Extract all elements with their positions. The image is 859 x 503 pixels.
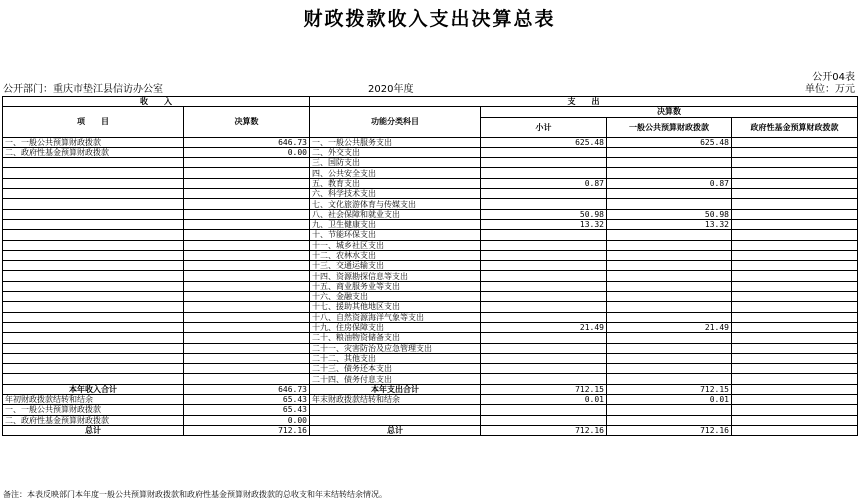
income-item (3, 374, 184, 384)
expense-category: 九、卫生健康支出 (310, 219, 481, 229)
gov-fund-header: 政府性基金预算财政拨款 (732, 117, 858, 137)
end-balance-general: 0.01 (607, 395, 732, 405)
form-number: 公开04表 (812, 72, 855, 83)
end-balance-fund (732, 395, 858, 405)
expense-category: 二十、粮油物资储备支出 (310, 333, 481, 343)
expense-category: 八、社会保障和就业支出 (310, 209, 481, 219)
expense-subtotal (481, 240, 607, 250)
table-row (3, 199, 858, 209)
income-amount (184, 261, 310, 271)
expense-category: 一、一般公共服务支出 (310, 137, 481, 147)
grand-income-value: 712.16 (184, 425, 310, 435)
expense-general: 0.87 (607, 178, 732, 188)
income-amount: 646.73 (184, 137, 310, 147)
expense-general: 625.48 (607, 137, 732, 147)
begin-fund-row (3, 415, 858, 425)
income-amount (184, 281, 310, 291)
expense-general (607, 261, 732, 271)
total-row (3, 384, 858, 394)
expense-category: 二十一、灾害防治及应急管理支出 (310, 343, 481, 353)
expense-subtotal (481, 312, 607, 322)
begin-general-row (3, 405, 858, 415)
table-row (3, 178, 858, 188)
expense-general (607, 343, 732, 353)
expense-fund (732, 322, 858, 332)
expense-fund (732, 312, 858, 322)
expense-fund (732, 189, 858, 199)
expense-category: 二十四、债务付息支出 (310, 374, 481, 384)
expense-total-label: 本年支出合计 (310, 384, 481, 394)
income-total-value: 646.73 (184, 384, 310, 394)
expense-category: 十五、商业服务业等支出 (310, 281, 481, 291)
table-row (3, 219, 858, 229)
table-row (3, 189, 858, 199)
income-amount (184, 158, 310, 168)
expense-general (607, 240, 732, 250)
expense-general (607, 292, 732, 302)
final-amount-header: 决算数 (184, 107, 310, 137)
income-item (3, 178, 184, 188)
expense-total-general: 712.15 (607, 384, 732, 394)
income-amount (184, 374, 310, 384)
grand-total-row (3, 425, 858, 435)
table-row (3, 240, 858, 250)
expense-general (607, 364, 732, 374)
expense-category: 十四、资源勘探信息等支出 (310, 271, 481, 281)
income-item (3, 158, 184, 168)
income-item (3, 219, 184, 229)
footnote: 备注：本表反映部门本年度一般公共预算财政拨款和政府性基金预算财政拨款的总收支和年末结转结余情况。 (3, 490, 387, 499)
expense-subtotal (481, 343, 607, 353)
income-item (3, 322, 184, 332)
expense-subtotal: 50.98 (481, 209, 607, 219)
income-item (3, 333, 184, 343)
expense-subtotal: 21.49 (481, 322, 607, 332)
expense-fund (732, 137, 858, 147)
income-item (3, 209, 184, 219)
budget-table (2, 96, 858, 436)
income-amount (184, 292, 310, 302)
expense-category: 十三、交通运输支出 (310, 261, 481, 271)
expense-fund (732, 168, 858, 178)
income-amount (184, 343, 310, 353)
expense-category: 四、公共安全支出 (310, 168, 481, 178)
expense-general (607, 199, 732, 209)
expense-fund (732, 343, 858, 353)
table-row (3, 322, 858, 332)
general-budget-header: 一般公共预算财政拨款 (607, 117, 732, 137)
income-amount (184, 271, 310, 281)
expense-fund (732, 209, 858, 219)
expense-fund (732, 374, 858, 384)
grand-expense-general: 712.16 (607, 425, 732, 435)
expense-fund (732, 240, 858, 250)
expense-general (607, 230, 732, 240)
expense-subtotal (481, 158, 607, 168)
table-row (3, 261, 858, 271)
table-row (3, 209, 858, 219)
expense-subtotal (481, 250, 607, 260)
expense-general (607, 189, 732, 199)
expense-general: 13.32 (607, 219, 732, 229)
income-item (3, 261, 184, 271)
expense-subtotal (481, 230, 607, 240)
income-item (3, 364, 184, 374)
table-row (3, 353, 858, 363)
table-row (3, 230, 858, 240)
table-row (3, 343, 858, 353)
expense-subtotal (481, 271, 607, 281)
expense-general (607, 302, 732, 312)
expense-fund (732, 271, 858, 281)
income-item (3, 302, 184, 312)
income-amount (184, 322, 310, 332)
expense-fund (732, 292, 858, 302)
income-item (3, 353, 184, 363)
begin-balance-value: 65.43 (184, 395, 310, 405)
begin-general-value: 65.43 (184, 405, 310, 415)
expense-subtotal (481, 147, 607, 157)
expense-category: 十二、农林水支出 (310, 250, 481, 260)
unit-label: 单位：万元 (805, 84, 855, 95)
income-amount: 0.00 (184, 147, 310, 157)
table-row (3, 364, 858, 374)
income-item (3, 199, 184, 209)
expense-subtotal (481, 302, 607, 312)
expense-fund (732, 199, 858, 209)
income-amount (184, 333, 310, 343)
expense-fund (732, 178, 858, 188)
expense-general (607, 353, 732, 363)
expense-subtotal (481, 281, 607, 291)
expense-category: 二十三、债务还本支出 (310, 364, 481, 374)
income-amount (184, 302, 310, 312)
page-title: 财政拨款收入支出决算总表 (303, 8, 556, 30)
begin-balance-label: 年初财政拨款结转和结余 (3, 395, 184, 405)
income-amount (184, 199, 310, 209)
grand-expense-value: 712.16 (481, 425, 607, 435)
table-row (3, 281, 858, 291)
expense-subtotal (481, 364, 607, 374)
expense-fund (732, 261, 858, 271)
table-row (3, 271, 858, 281)
subtotal-header: 小计 (481, 117, 607, 137)
expense-fund (732, 230, 858, 240)
expense-subtotal: 0.87 (481, 178, 607, 188)
table-row (3, 137, 858, 147)
expense-general (607, 168, 732, 178)
expense-fund (732, 147, 858, 157)
grand-expense-fund (732, 425, 858, 435)
expense-subtotal (481, 292, 607, 302)
income-total-label: 本年收入合计 (3, 384, 184, 394)
expense-category: 五、教育支出 (310, 178, 481, 188)
table-row (3, 312, 858, 322)
header-row-1 (3, 97, 858, 107)
expense-fund (732, 281, 858, 291)
table-row (3, 250, 858, 260)
expense-fund (732, 302, 858, 312)
department-label: 公开部门：重庆市垫江县信访办公室 (3, 84, 163, 95)
expense-general: 21.49 (607, 322, 732, 332)
final-amount-group-header: 决算数 (481, 107, 858, 117)
expense-subtotal (481, 168, 607, 178)
expense-category: 十、节能环保支出 (310, 230, 481, 240)
table-row (3, 168, 858, 178)
income-item (3, 230, 184, 240)
expense-category: 十七、援助其他地区支出 (310, 302, 481, 312)
expense-subtotal (481, 189, 607, 199)
expense-general (607, 147, 732, 157)
year-label: 2020年度 (368, 84, 414, 95)
income-amount (184, 364, 310, 374)
income-item (3, 343, 184, 353)
income-item (3, 240, 184, 250)
expense-subtotal: 13.32 (481, 219, 607, 229)
expense-fund (732, 353, 858, 363)
income-amount (184, 312, 310, 322)
income-amount (184, 250, 310, 260)
expense-subtotal: 625.48 (481, 137, 607, 147)
income-item (3, 312, 184, 322)
expense-subtotal (481, 261, 607, 271)
income-amount (184, 168, 310, 178)
income-item (3, 168, 184, 178)
expense-category: 十八、自然资源海洋气象等支出 (310, 312, 481, 322)
expense-category: 三、国防支出 (310, 158, 481, 168)
end-balance-value: 0.01 (481, 395, 607, 405)
expense-general (607, 281, 732, 291)
income-item (3, 271, 184, 281)
expense-category: 二十二、其他支出 (310, 353, 481, 363)
begin-general-label: 一、一般公共预算财政拨款 (3, 405, 184, 415)
table-row (3, 158, 858, 168)
expense-fund (732, 333, 858, 343)
expense-general (607, 158, 732, 168)
table-row (3, 302, 858, 312)
income-item (3, 292, 184, 302)
expense-general (607, 250, 732, 260)
expense-category: 十一、城乡社区支出 (310, 240, 481, 250)
expense-category: 二、外交支出 (310, 147, 481, 157)
expense-fund (732, 250, 858, 260)
expense-general: 50.98 (607, 209, 732, 219)
income-header: 收 入 (3, 97, 310, 107)
income-amount (184, 219, 310, 229)
expense-category: 十九、住房保障支出 (310, 322, 481, 332)
expense-general (607, 271, 732, 281)
expense-fund (732, 158, 858, 168)
expense-total-fund (732, 384, 858, 394)
table-row (3, 333, 858, 343)
end-balance-label: 年末财政拨款结转和结余 (310, 395, 481, 405)
income-item (3, 250, 184, 260)
expense-general (607, 374, 732, 384)
expense-category: 七、文化旅游体育与传媒支出 (310, 199, 481, 209)
begin-fund-label: 二、政府性基金预算财政拨款 (3, 415, 184, 425)
expense-total-value: 712.15 (481, 384, 607, 394)
income-amount (184, 178, 310, 188)
income-amount (184, 230, 310, 240)
table-row (3, 292, 858, 302)
income-amount (184, 240, 310, 250)
expense-general (607, 312, 732, 322)
table-row (3, 374, 858, 384)
table-row (3, 147, 858, 157)
grand-income-label: 总计 (3, 425, 184, 435)
income-amount (184, 353, 310, 363)
header-row-2 (3, 107, 858, 117)
expense-subtotal (481, 199, 607, 209)
expense-header: 支 出 (310, 97, 858, 107)
income-amount (184, 189, 310, 199)
income-item (3, 189, 184, 199)
function-category-header: 功能分类科目 (310, 107, 481, 137)
expense-subtotal (481, 374, 607, 384)
expense-fund (732, 364, 858, 374)
balance-row (3, 395, 858, 405)
expense-subtotal (481, 353, 607, 363)
item-header: 项 目 (3, 107, 184, 137)
expense-category: 十六、金融支出 (310, 292, 481, 302)
expense-category: 六、科学技术支出 (310, 189, 481, 199)
expense-general (607, 333, 732, 343)
expense-subtotal (481, 333, 607, 343)
income-amount (184, 209, 310, 219)
expense-fund (732, 219, 858, 229)
income-item: 二、政府性基金预算财政拨款 (3, 147, 184, 157)
income-item (3, 281, 184, 291)
grand-expense-label: 总计 (310, 425, 481, 435)
begin-fund-value: 0.00 (184, 415, 310, 425)
income-item: 一、一般公共预算财政拨款 (3, 137, 184, 147)
